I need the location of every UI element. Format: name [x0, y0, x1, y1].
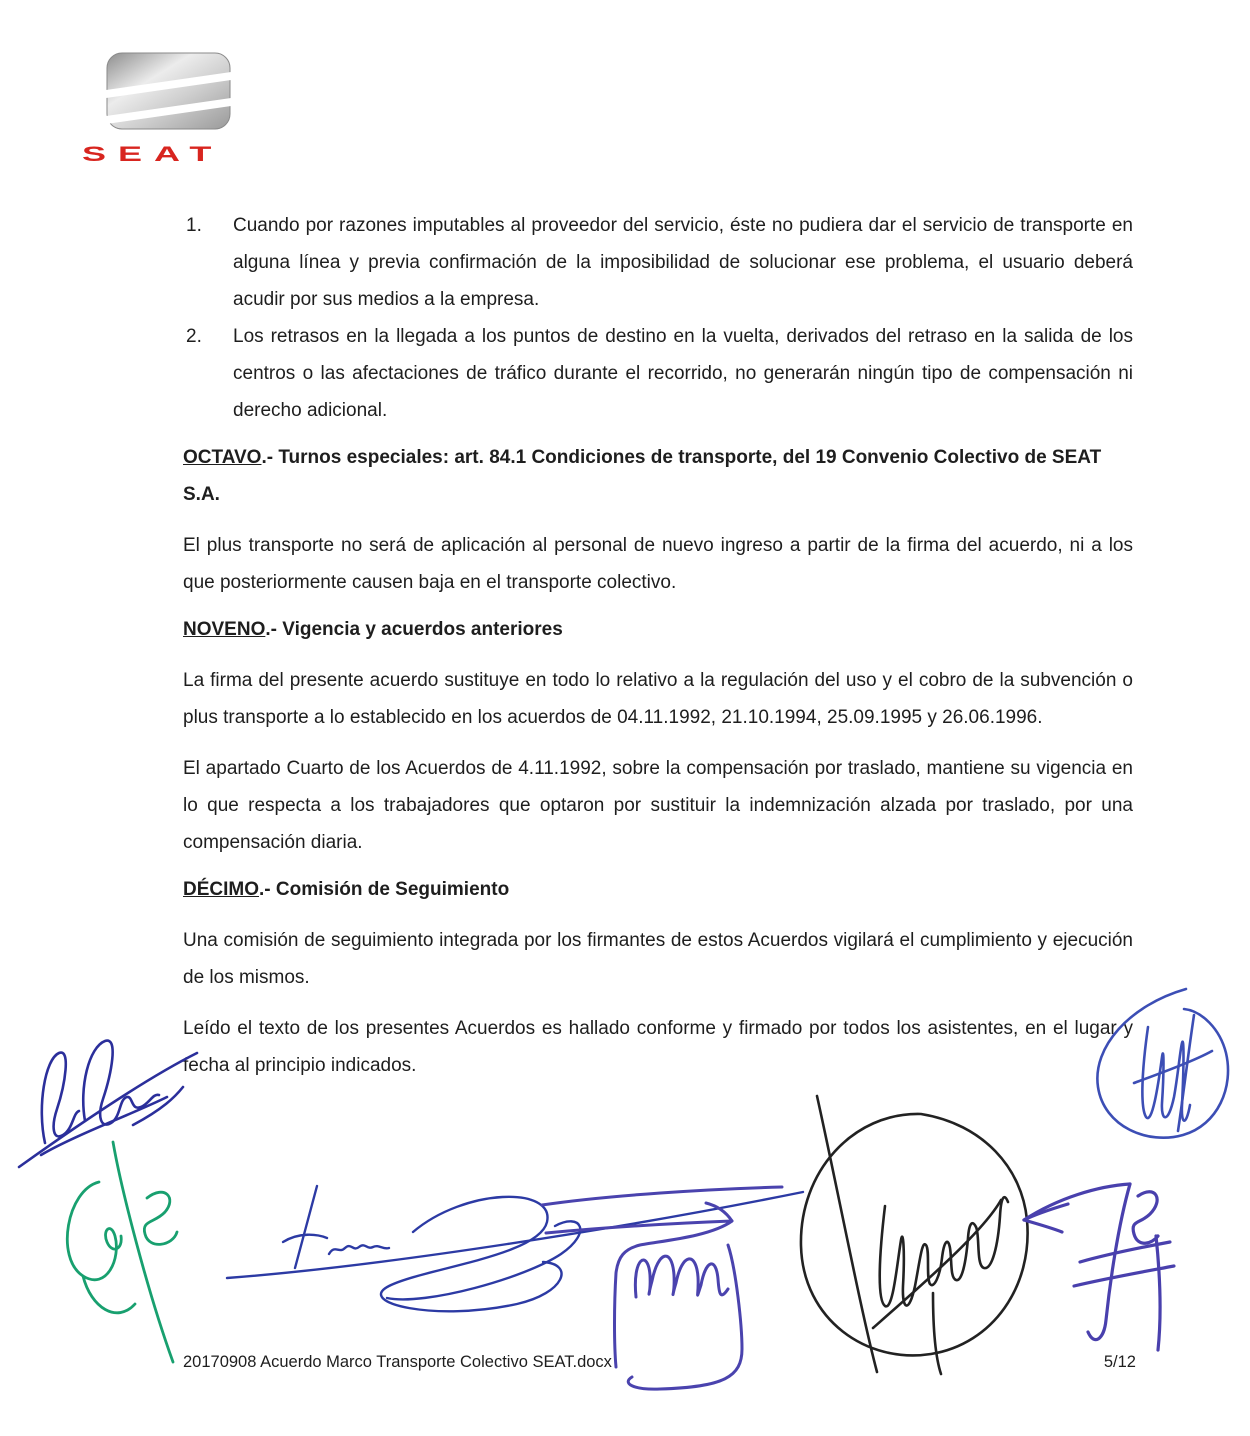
section-heading-octavo: [183, 439, 1133, 513]
heading-lead: DÉCIMO: [183, 879, 259, 900]
section-heading-decimo: [183, 871, 1133, 908]
list-item-1: [183, 207, 1133, 318]
heading-lead: NOVENO: [183, 619, 266, 640]
seat-wordmark: SEAT: [82, 142, 224, 166]
paragraph: El apartado Cuarto de los Acuerdos de 4.11.1992, sobre la compensación por traslado, mantiene su vigencia en lo que respecta a los trabajadores que optaron por sustituir la indemnización alzada por traslado, por una compensación diaria.: [183, 758, 1133, 853]
seat-logo: [82, 52, 266, 184]
signature-blue-circle: [1086, 985, 1241, 1147]
paragraph: Leído el texto de los presentes Acuerdos es hallado conforme y firmado por todos los asistentes, en el lugar y fecha al principio indicados.: [183, 1018, 1133, 1076]
heading-rest: .- Comisión de Seguimiento: [259, 879, 510, 900]
footer-filename: 20170908 Acuerdo Marco Transporte Colectivo SEAT.docx: [183, 1353, 612, 1371]
heading-lead: OCTAVO: [183, 447, 262, 468]
paragraph: El plus transporte no será de aplicación al personal de nuevo ingreso a partir de la firma del acuerdo, ni a los que posteriormente causen baja en el transporte colectivo.: [183, 535, 1133, 593]
list-item-number: 1.: [186, 215, 202, 236]
signature-dark-blue-right: [1018, 1162, 1188, 1357]
footer-page-number: 5/12: [1103, 1353, 1136, 1371]
heading-rest: .- Vigencia y acuerdos anteriores: [265, 619, 563, 640]
section-heading-noveno: [183, 611, 1133, 648]
signature-purple-loops: [540, 1185, 785, 1410]
signature-black-circle: [783, 1088, 1053, 1380]
list-item-number: 2.: [186, 326, 202, 347]
heading-rest: .- Turnos especiales: art. 84.1 Condiciones de transporte, del 19 Convenio Colectivo de SEAT S.A.: [183, 447, 1102, 505]
document-body: [183, 207, 1133, 1084]
list-item-2: [183, 318, 1133, 429]
signature-green: [55, 1140, 210, 1365]
paragraph: La firma del presente acuerdo sustituye en todo lo relativo a la regulación del uso y el cobro de la subvención o plus transporte a lo establecido en los acuerdos de 04.11.1992, 21.10.1994, 25.09.1995 y 26.06.1996.: [183, 670, 1133, 728]
paragraph: Una comisión de seguimiento integrada por los firmantes de estos Acuerdos vigilará el cumplimiento y ejecución de los mismos.: [183, 930, 1133, 988]
list-item-text: Cuando por razones imputables al proveedor del servicio, éste no pudiera dar el servicio de transporte en alguna línea y previa confirmación de la imposibilidad de solucionar ese problema, el usuario deberá acudir por sus medios a la empresa.: [233, 215, 1133, 310]
list-item-text: Los retrasos en la llegada a los puntos de destino en la vuelta, derivados del retraso en la salida de los centros o las afectaciones de tráfico durante el recorrido, no generarán ningún tipo de compensación ni derecho adicional.: [233, 326, 1133, 421]
seat-emblem-icon: [106, 52, 231, 132]
